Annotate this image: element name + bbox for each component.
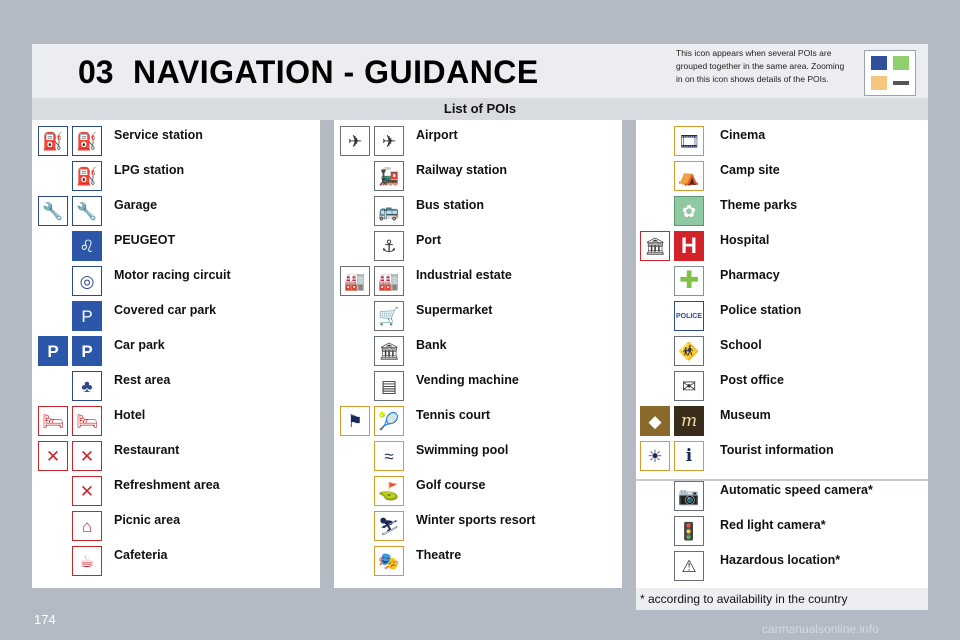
poi-column-3 [636,120,928,588]
page-title: NAVIGATION - GUIDANCE [133,54,539,90]
poi-label: Police station [720,303,802,317]
golfer-icon: ⛳ [374,476,404,506]
ship-icon: ⚓ [374,231,404,261]
film-icon: 🎞 [674,126,704,156]
poi-label: Car park [114,338,165,352]
footnote-band [636,588,928,610]
list-item [334,371,622,406]
hospital-h-icon: H [674,231,704,261]
shopping-cart-icon: 🛒 [374,301,404,331]
police-icon: POLICE [674,301,704,331]
poi-label: Picnic area [114,513,181,527]
train-icon: 🚂 [374,161,404,191]
poi-label: Vending machine [416,373,519,387]
poi-label: Bank [416,338,447,352]
poi-label: Hospital [720,233,770,247]
poi-label: Railway station [416,163,507,177]
list-item [334,301,622,336]
swimmer-icon: ≈ [374,441,404,471]
poi-label: School [720,338,762,352]
list-item [32,441,320,476]
sport-icon: ⚑ [340,406,370,436]
poi-label: Theme parks [720,198,798,212]
list-item [636,161,928,196]
list-item [32,196,320,231]
grouped-poi-note: This icon appears when several POIs are grouped together in the same area. Zooming in on this icon shows details of the POIs. [676,48,845,84]
poi-label: Pharmacy [720,268,780,282]
list-item [32,231,320,266]
skier-icon: ⛷ [374,511,404,541]
list-item [334,406,622,441]
poi-label: Cafeteria [114,548,168,562]
poi-label: Rest area [114,373,171,387]
atm-icon: ▤ [374,371,404,401]
poi-label: PEUGEOT [114,233,176,247]
list-item [334,161,622,196]
poi-label: Service station [114,128,203,142]
footnote: * according to availability in the country [640,592,848,606]
list-item [334,336,622,371]
poi-column-1 [32,120,320,588]
poi-label: Industrial estate [416,268,512,282]
picnic-table-icon: ⌂ [72,511,102,541]
poi-label: Port [416,233,441,247]
poi-label: Post office [720,373,784,387]
poi-label: Swimming pool [416,443,509,457]
list-item [636,406,928,441]
envelope-icon: ✉ [674,371,704,401]
poi-label: Tennis court [416,408,491,422]
list-item [636,196,928,231]
poi-label: Garage [114,198,158,212]
hazard-warning-icon: ⚠ [674,551,704,581]
lpg-pump-icon: ⛽ [72,161,102,191]
bed-icon: 🛏 [72,406,102,436]
parking-icon: P [72,336,102,366]
race-circuit-icon: ◎ [72,266,102,296]
list-item [32,266,320,301]
list-item [32,371,320,406]
list-item [636,336,928,371]
poi-label: Covered car park [114,303,217,317]
poi-label: Hazardous location* [720,553,841,567]
factory-icon: 🏭 [340,266,370,296]
list-item [636,371,928,406]
poi-label: Cinema [720,128,766,142]
speed-camera-icon: 📷 [674,481,704,511]
poi-label: Supermarket [416,303,493,317]
bed-icon: 🛏 [38,406,68,436]
list-item [334,511,622,546]
column-divider [636,479,928,481]
watermark: carmanualsonline.info [762,622,879,636]
list-item [636,441,928,476]
cutlery-icon: ✕ [38,441,68,471]
airport-sign-icon: ✈ [340,126,370,156]
poi-label: Museum [720,408,771,422]
poi-label: Camp site [720,163,780,177]
school-children-icon: 🚸 [674,336,704,366]
parking-icon: P [38,336,68,366]
list-item [334,126,622,161]
poi-label: Bus station [416,198,485,212]
museum-m-icon: m [674,406,704,436]
list-item [636,481,928,516]
list-item [32,336,320,371]
list-item [334,266,622,301]
plane-icon: ✈ [374,126,404,156]
list-item [334,546,622,581]
fuel-pump-icon: ⛽ [72,126,102,156]
wrench-icon: 🔧 [72,196,102,226]
info-icon: i [674,441,704,471]
wrench-icon: 🔧 [38,196,68,226]
red-light-camera-icon: 🚦 [674,516,704,546]
tourist-sign-icon: ☀ [640,441,670,471]
list-item [636,126,928,161]
list-item [32,161,320,196]
poi-label: Tourist information [720,443,834,457]
pharmacy-cross-icon: ✚ [674,266,704,296]
list-heading: List of POIs [443,101,517,116]
covered-parking-icon: P [72,301,102,331]
list-item [32,546,320,581]
bus-icon: 🚌 [374,196,404,226]
poi-label: LPG station [114,163,185,177]
list-item [32,301,320,336]
fuel-pump-icon: ⛽ [38,126,68,156]
rest-area-icon: ♣ [72,371,102,401]
section-number: 03 [78,54,114,90]
bank-icon: 🏛 [374,336,404,366]
list-item [636,266,928,301]
poi-label: Theatre [416,548,462,562]
theme-park-icon: ✿ [674,196,704,226]
factory-icon: 🏭 [374,266,404,296]
poi-label: Restaurant [114,443,180,457]
poi-label: Motor racing circuit [114,268,231,282]
page-number: 174 [34,612,56,627]
list-item [636,301,928,336]
grouped-poi-icon [864,50,916,96]
poi-label: Automatic speed camera* [720,483,873,497]
peugeot-lion-icon: ♌ [72,231,102,261]
poi-label: Golf course [416,478,486,492]
list-item [334,476,622,511]
poi-label: Refreshment area [114,478,220,492]
caravan-icon: ⛺ [674,161,704,191]
cutlery-icon: ✕ [72,441,102,471]
list-item [334,196,622,231]
list-item [32,511,320,546]
list-heading-band [32,98,928,120]
poi-label: Airport [416,128,458,142]
list-item [32,406,320,441]
list-item [636,551,928,586]
list-item [32,476,320,511]
refreshment-icon: ✕ [72,476,102,506]
list-item [636,231,928,266]
hospital-building-icon: 🏛 [640,231,670,261]
list-item [32,126,320,161]
poi-label: Winter sports resort [416,513,536,527]
poi-column-2 [334,120,622,588]
poi-label: Red light camera* [720,518,826,532]
tennis-player-icon: 🎾 [374,406,404,436]
museum-icon: ◆ [640,406,670,436]
coffee-cup-icon: ☕ [72,546,102,576]
list-item [636,516,928,551]
list-item [334,231,622,266]
list-item [334,441,622,476]
poi-label: Hotel [114,408,146,422]
theatre-icon: 🎭 [374,546,404,576]
